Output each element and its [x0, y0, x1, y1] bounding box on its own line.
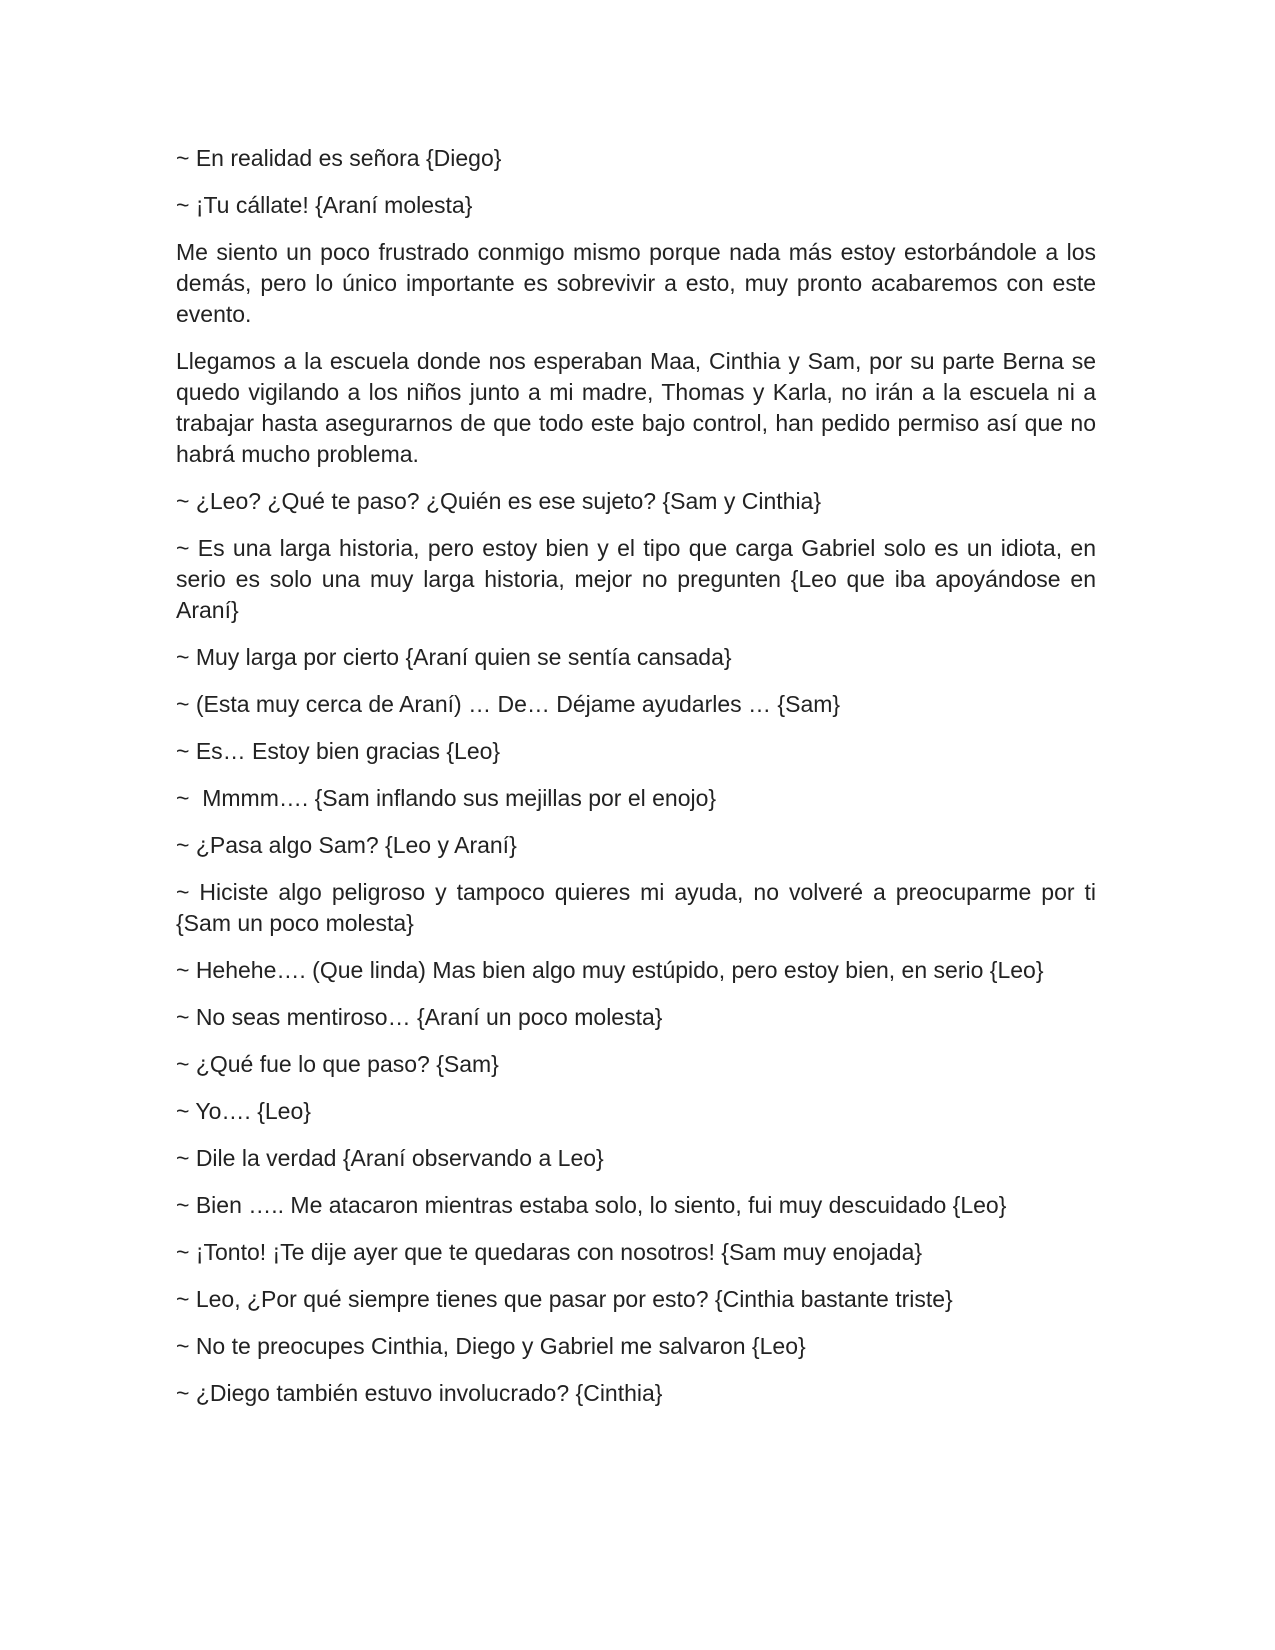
dialogue-line: ~ Dile la verdad {Araní observando a Leo}	[176, 1145, 604, 1171]
dialogue-line: ~ ¿Diego también estuvo involucrado? {Cinthia}	[176, 1380, 663, 1406]
dialogue-line: ~ Leo, ¿Por qué siempre tienes que pasar por esto? {Cinthia bastante triste}	[176, 1286, 953, 1312]
dialogue-line: ~ Mmmm…. {Sam inflando sus mejillas por el enojo}	[176, 785, 717, 811]
dialogue-line: ~ ¡Tu cállate! {Araní molesta}	[176, 192, 473, 218]
dialogue-line: ~ Es una larga historia, pero estoy bien y el tipo que carga Gabriel solo es un idiota, en serio es solo una muy larga historia, mejor no pregunten {Leo que iba apoyándose en Araní}	[176, 535, 1103, 623]
document-page	[176, 143, 1103, 1425]
dialogue-line: ~ ¡Tonto! ¡Te dije ayer que te quedaras con nosotros! {Sam muy enojada}	[176, 1239, 923, 1265]
dialogue-line: ~ En realidad es señora {Diego}	[176, 145, 502, 171]
dialogue-line: ~ Yo…. {Leo}	[176, 1098, 311, 1124]
dialogue-line: ~ Es… Estoy bien gracias {Leo}	[176, 738, 501, 764]
dialogue-line: ~ Bien ….. Me atacaron mientras estaba solo, lo siento, fui muy descuidado {Leo}	[176, 1192, 1007, 1218]
narration-paragraph: Me siento un poco frustrado conmigo mismo porque nada más estoy estorbándole a los demás, pero lo único importante es sobrevivir a esto, muy pronto acabaremos con este evento.	[176, 239, 1103, 327]
dialogue-line: ~ No seas mentiroso… {Araní un poco molesta}	[176, 1004, 663, 1030]
dialogue-line: ~ ¿Leo? ¿Qué te paso? ¿Quién es ese sujeto? {Sam y Cinthia}	[176, 488, 822, 514]
dialogue-line: ~ ¿Qué fue lo que paso? {Sam}	[176, 1051, 499, 1077]
dialogue-line: ~ (Esta muy cerca de Araní) … De… Déjame ayudarles … {Sam}	[176, 691, 841, 717]
dialogue-line: ~ ¿Pasa algo Sam? {Leo y Araní}	[176, 832, 517, 858]
dialogue-line: ~ Hiciste algo peligroso y tampoco quieres mi ayuda, no volveré a preocuparme por ti {Sam un poco molesta}	[176, 879, 1103, 936]
dialogue-line: ~ Hehehe…. (Que linda) Mas bien algo muy estúpido, pero estoy bien, en serio {Leo}	[176, 957, 1044, 983]
dialogue-line: ~ No te preocupes Cinthia, Diego y Gabriel me salvaron {Leo}	[176, 1333, 806, 1359]
narration-paragraph: Llegamos a la escuela donde nos esperaban Maa, Cinthia y Sam, por su parte Berna se quedo vigilando a los niños junto a mi madre, Thomas y Karla, no irán a la escuela ni a trabajar hasta asegurarnos de que todo este bajo control, han pedido permiso así que no habrá mucho problema.	[176, 348, 1103, 467]
dialogue-line: ~ Muy larga por cierto {Araní quien se sentía cansada}	[176, 644, 732, 670]
